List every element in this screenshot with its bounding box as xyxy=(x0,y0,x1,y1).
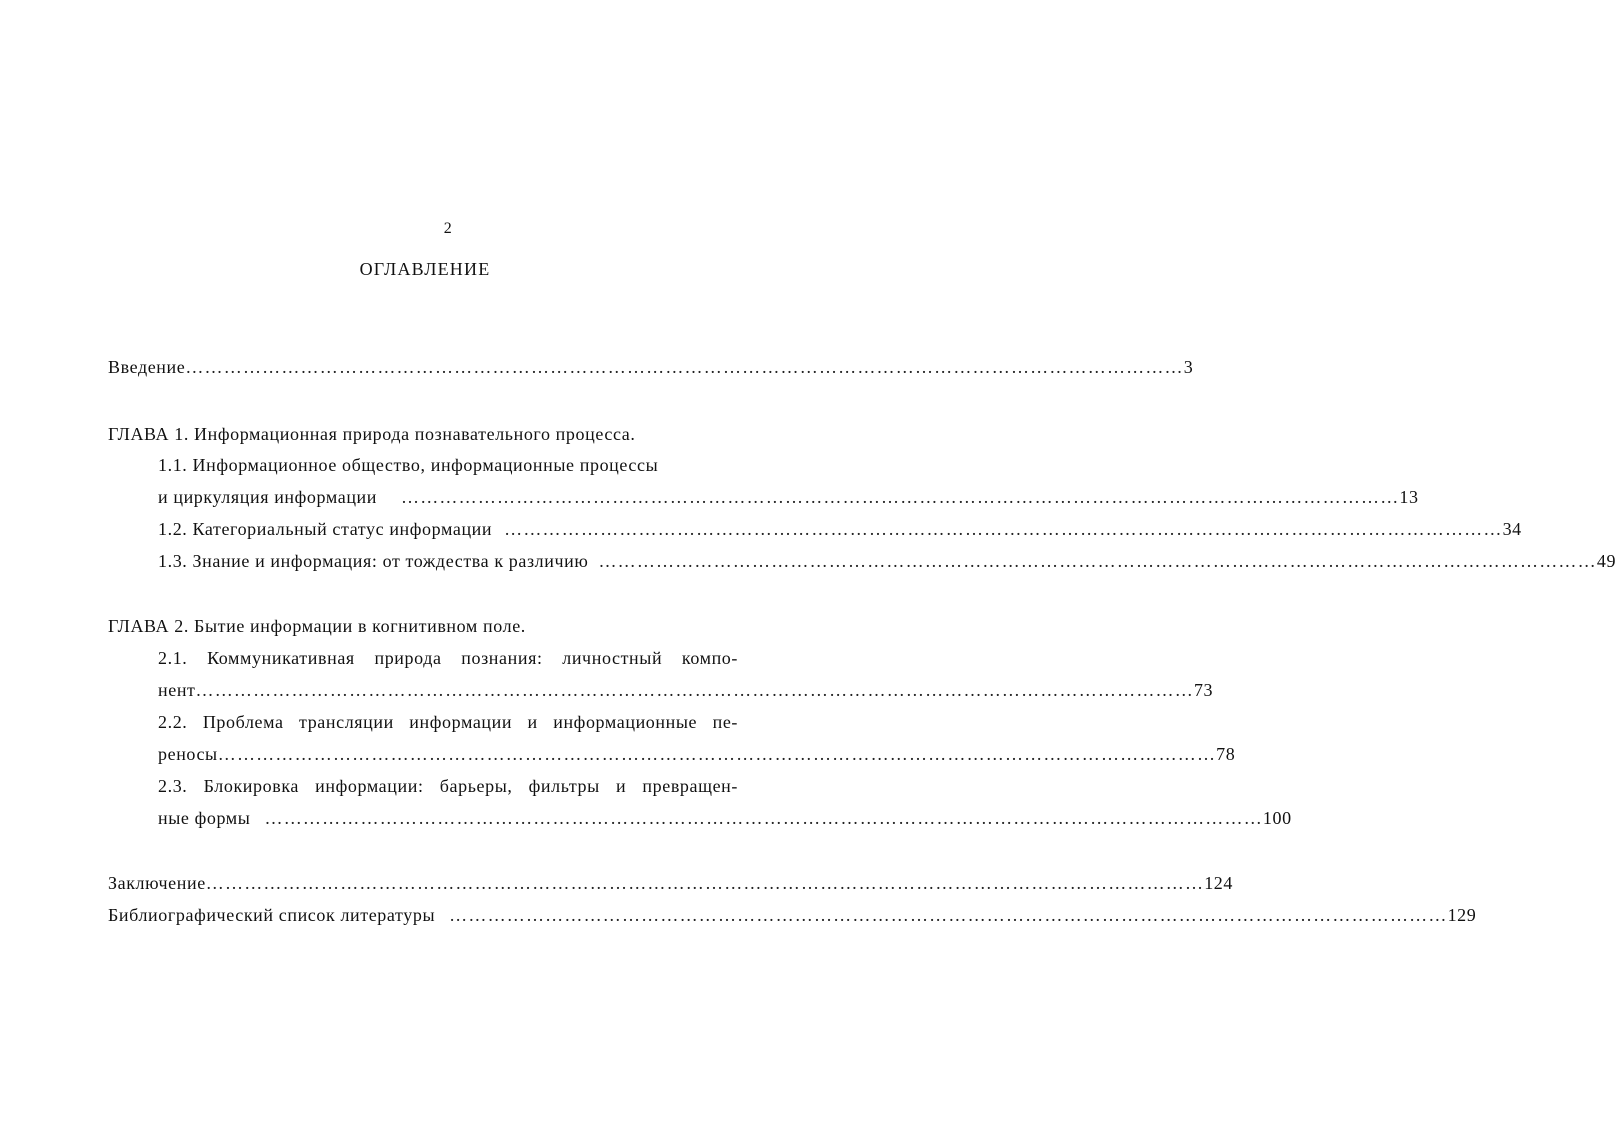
section-1-1-line1: 1.1. Информационное общество, информационные процессы xyxy=(158,455,659,475)
dot-leader: ………………………………………………………………………………………………………………………………………… xyxy=(217,744,1217,764)
toc-entry-label: нент xyxy=(158,680,196,700)
dot-leader: ………………………………………………………………………………………………………………………………………… xyxy=(504,519,1503,539)
toc-entry-label: Библиографический список литературы xyxy=(108,905,436,925)
toc-entry-2-3 xyxy=(158,808,1292,829)
toc-entry-label: реносы xyxy=(158,744,218,764)
toc-entry-1-3 xyxy=(158,551,1616,572)
dot-leader: ………………………………………………………………………………………………………………………………………… xyxy=(264,808,1263,828)
toc-entry-label: Заключение xyxy=(108,873,206,893)
toc-entry-label: и циркуляция информации xyxy=(158,487,378,507)
section-2-3-line1: 2.3. Блокировка информации: барьеры, фильтры и превращен- xyxy=(158,776,738,796)
section-2-2-line1: 2.2. Проблема трансляции информации и информационные пе- xyxy=(158,712,738,732)
toc-entry-bibliography xyxy=(108,905,1477,926)
dot-leader: ………………………………………………………………………………………………………………………………………… xyxy=(195,680,1194,700)
page-title: ОГЛАВЛЕНИЕ xyxy=(359,259,491,279)
toc-entry-label: 1.2. Категориальный статус информации xyxy=(158,519,493,539)
toc-entry-page: 124 xyxy=(1204,873,1234,893)
toc-entry-conclusion xyxy=(108,873,1234,894)
dot-leader: ………………………………………………………………………………………………………………………………………… xyxy=(205,873,1205,893)
toc-entry-page: 73 xyxy=(1193,680,1214,700)
toc-entry-2-1 xyxy=(158,680,1214,701)
toc-entry-label: ные формы xyxy=(158,808,251,828)
toc-entry-page: 49 xyxy=(1596,551,1616,571)
toc-entry-page: 78 xyxy=(1216,744,1236,764)
toc-entry-label: 1.3. Знание и информация: от тождества к различию xyxy=(158,551,589,571)
toc-entry-intro xyxy=(108,357,1194,378)
dot-leader: ………………………………………………………………………………………………………………………………………… xyxy=(401,487,1400,507)
toc-entry-page: 3 xyxy=(1183,357,1194,377)
dot-leader: ………………………………………………………………………………………………………………………………………… xyxy=(598,551,1597,571)
toc-entry-label: Введение xyxy=(108,357,186,377)
section-2-1-line1: 2.1. Коммуникативная природа познания: личностный компо- xyxy=(158,648,738,668)
chapter-2-title: ГЛАВА 2. Бытие информации в когнитивном поле. xyxy=(108,616,526,636)
toc-entry-1-1 xyxy=(158,487,1419,508)
toc-entry-page: 129 xyxy=(1447,905,1477,925)
page-number: 2 xyxy=(443,220,453,237)
toc-entry-page: 34 xyxy=(1502,519,1522,539)
dot-leader: ………………………………………………………………………………………………………………………………………… xyxy=(449,905,1448,925)
toc-entry-page: 13 xyxy=(1399,487,1419,507)
toc-entry-2-2 xyxy=(158,744,1236,765)
dot-leader: ………………………………………………………………………………………………………………………………………… xyxy=(185,357,1184,377)
toc-entry-page: 100 xyxy=(1262,808,1292,828)
chapter-1-title: ГЛАВА 1. Информационная природа познавательного процесса. xyxy=(108,424,636,444)
toc-entry-1-2 xyxy=(158,519,1522,540)
